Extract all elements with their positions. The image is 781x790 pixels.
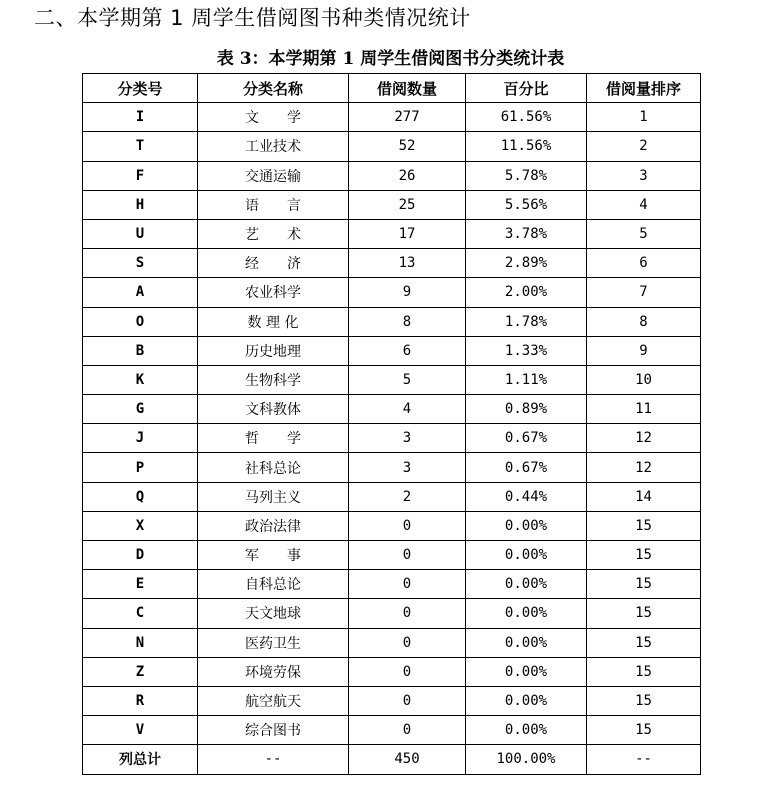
rank-cell: 7 (587, 278, 701, 307)
total-rank: -- (587, 745, 701, 774)
percent-cell: 2.89% (466, 249, 587, 278)
class-code-cell: O (83, 307, 198, 336)
rank-cell: 3 (587, 161, 701, 190)
percent-cell: 0.67% (466, 424, 587, 453)
borrow-count-cell: 25 (349, 190, 466, 219)
class-name-cell: 军 事 (198, 541, 349, 570)
class-name-cell: 文科教体 (198, 395, 349, 424)
percent-cell: 2.00% (466, 278, 587, 307)
rank-cell: 8 (587, 307, 701, 336)
table-row (83, 365, 701, 394)
percent-cell: 0.00% (466, 628, 587, 657)
table-row (83, 336, 701, 365)
rank-cell: 5 (587, 219, 701, 248)
percent-cell: 0.00% (466, 541, 587, 570)
borrow-count-cell: 4 (349, 395, 466, 424)
class-name-cell: 历史地理 (198, 336, 349, 365)
class-code-cell: T (83, 132, 198, 161)
table-row (83, 307, 701, 336)
class-code-cell: B (83, 336, 198, 365)
borrow-count-cell: 17 (349, 219, 466, 248)
table-header-row (83, 74, 701, 103)
header-percent: 百分比 (466, 74, 587, 103)
borrowing-stats-table (82, 73, 701, 775)
table-row (83, 570, 701, 599)
class-name-cell: 综合图书 (198, 716, 349, 745)
header-borrow-count: 借阅数量 (349, 74, 466, 103)
rank-cell: 15 (587, 570, 701, 599)
class-name-cell: 环境劳保 (198, 657, 349, 686)
rank-cell: 15 (587, 541, 701, 570)
percent-cell: 1.11% (466, 365, 587, 394)
class-name-cell: 数 理 化 (198, 307, 349, 336)
class-name-cell: 天文地球 (198, 599, 349, 628)
total-label: 列总计 (83, 745, 198, 774)
class-code-cell: N (83, 628, 198, 657)
rank-cell: 9 (587, 336, 701, 365)
class-code-cell: Q (83, 482, 198, 511)
rank-cell: 11 (587, 395, 701, 424)
class-code-cell: A (83, 278, 198, 307)
borrow-count-cell: 0 (349, 716, 466, 745)
percent-cell: 1.33% (466, 336, 587, 365)
class-code-cell: Z (83, 657, 198, 686)
borrow-count-cell: 26 (349, 161, 466, 190)
class-name-cell: 经 济 (198, 249, 349, 278)
rank-cell: 12 (587, 453, 701, 482)
borrow-count-cell: 52 (349, 132, 466, 161)
class-name-cell: 生物科学 (198, 365, 349, 394)
rank-cell: 10 (587, 365, 701, 394)
class-name-cell: 马列主义 (198, 482, 349, 511)
class-code-cell: X (83, 511, 198, 540)
total-percent: 100.00% (466, 745, 587, 774)
class-name-cell: 语 言 (198, 190, 349, 219)
percent-cell: 0.67% (466, 453, 587, 482)
percent-cell: 0.00% (466, 686, 587, 715)
class-name-cell: 社科总论 (198, 453, 349, 482)
class-code-cell: V (83, 716, 198, 745)
class-name-cell: 文 学 (198, 103, 349, 132)
class-name-cell: 医药卫生 (198, 628, 349, 657)
class-name-cell: 航空航天 (198, 686, 349, 715)
total-count: 450 (349, 745, 466, 774)
borrow-count-cell: 2 (349, 482, 466, 511)
rank-cell: 2 (587, 132, 701, 161)
percent-cell: 0.00% (466, 570, 587, 599)
percent-cell: 5.78% (466, 161, 587, 190)
table-row (83, 511, 701, 540)
class-code-cell: D (83, 541, 198, 570)
rank-cell: 4 (587, 190, 701, 219)
table-row (83, 599, 701, 628)
class-code-cell: H (83, 190, 198, 219)
borrow-count-cell: 8 (349, 307, 466, 336)
table-row (83, 453, 701, 482)
rank-cell: 15 (587, 628, 701, 657)
borrow-count-cell: 13 (349, 249, 466, 278)
class-code-cell: P (83, 453, 198, 482)
borrow-count-cell: 0 (349, 541, 466, 570)
class-name-cell: 艺 术 (198, 219, 349, 248)
table-row (83, 278, 701, 307)
rank-cell: 15 (587, 716, 701, 745)
borrow-count-cell: 277 (349, 103, 466, 132)
table-row (83, 161, 701, 190)
table-row (83, 249, 701, 278)
borrow-count-cell: 0 (349, 657, 466, 686)
percent-cell: 1.78% (466, 307, 587, 336)
header-rank: 借阅量排序 (587, 74, 701, 103)
borrow-count-cell: 6 (349, 336, 466, 365)
table-caption: 表 3：本学期第 1 周学生借阅图书分类统计表 (216, 49, 565, 69)
header-class-code: 分类号 (83, 74, 198, 103)
class-name-cell: 哲 学 (198, 424, 349, 453)
table-row (83, 132, 701, 161)
class-code-cell: F (83, 161, 198, 190)
class-code-cell: K (83, 365, 198, 394)
table-row (83, 628, 701, 657)
table-row (83, 103, 701, 132)
rank-cell: 12 (587, 424, 701, 453)
class-code-cell: J (83, 424, 198, 453)
borrow-count-cell: 0 (349, 511, 466, 540)
class-code-cell: S (83, 249, 198, 278)
class-name-cell: 农业科学 (198, 278, 349, 307)
percent-cell: 11.56% (466, 132, 587, 161)
class-name-cell: 交通运输 (198, 161, 349, 190)
table-row (83, 686, 701, 715)
borrow-count-cell: 3 (349, 453, 466, 482)
rank-cell: 15 (587, 511, 701, 540)
class-code-cell: R (83, 686, 198, 715)
class-name-cell: 工业技术 (198, 132, 349, 161)
class-code-cell: C (83, 599, 198, 628)
table-row (83, 716, 701, 745)
class-code-cell: I (83, 103, 198, 132)
percent-cell: 5.56% (466, 190, 587, 219)
borrow-count-cell: 0 (349, 570, 466, 599)
percent-cell: 0.89% (466, 395, 587, 424)
table-row (83, 190, 701, 219)
percent-cell: 0.00% (466, 657, 587, 686)
class-name-cell: 自科总论 (198, 570, 349, 599)
percent-cell: 0.00% (466, 599, 587, 628)
total-row (83, 745, 701, 774)
table-body (83, 103, 701, 745)
percent-cell: 3.78% (466, 219, 587, 248)
rank-cell: 6 (587, 249, 701, 278)
table-row (83, 482, 701, 511)
percent-cell: 61.56% (466, 103, 587, 132)
header-class-name: 分类名称 (198, 74, 349, 103)
percent-cell: 0.44% (466, 482, 587, 511)
table-row (83, 219, 701, 248)
class-code-cell: E (83, 570, 198, 599)
class-code-cell: G (83, 395, 198, 424)
borrow-count-cell: 3 (349, 424, 466, 453)
class-code-cell: U (83, 219, 198, 248)
section-heading: 二、本学期第 1 周学生借阅图书种类情况统计 (34, 6, 471, 30)
table-row (83, 424, 701, 453)
table-row (83, 395, 701, 424)
borrow-count-cell: 0 (349, 628, 466, 657)
rank-cell: 15 (587, 657, 701, 686)
borrow-count-cell: 0 (349, 599, 466, 628)
table-row (83, 541, 701, 570)
table-row (83, 657, 701, 686)
total-name: -- (198, 745, 349, 774)
percent-cell: 0.00% (466, 511, 587, 540)
percent-cell: 0.00% (466, 716, 587, 745)
rank-cell: 1 (587, 103, 701, 132)
borrow-count-cell: 0 (349, 686, 466, 715)
borrow-count-cell: 5 (349, 365, 466, 394)
rank-cell: 15 (587, 686, 701, 715)
rank-cell: 15 (587, 599, 701, 628)
borrow-count-cell: 9 (349, 278, 466, 307)
class-name-cell: 政治法律 (198, 511, 349, 540)
rank-cell: 14 (587, 482, 701, 511)
